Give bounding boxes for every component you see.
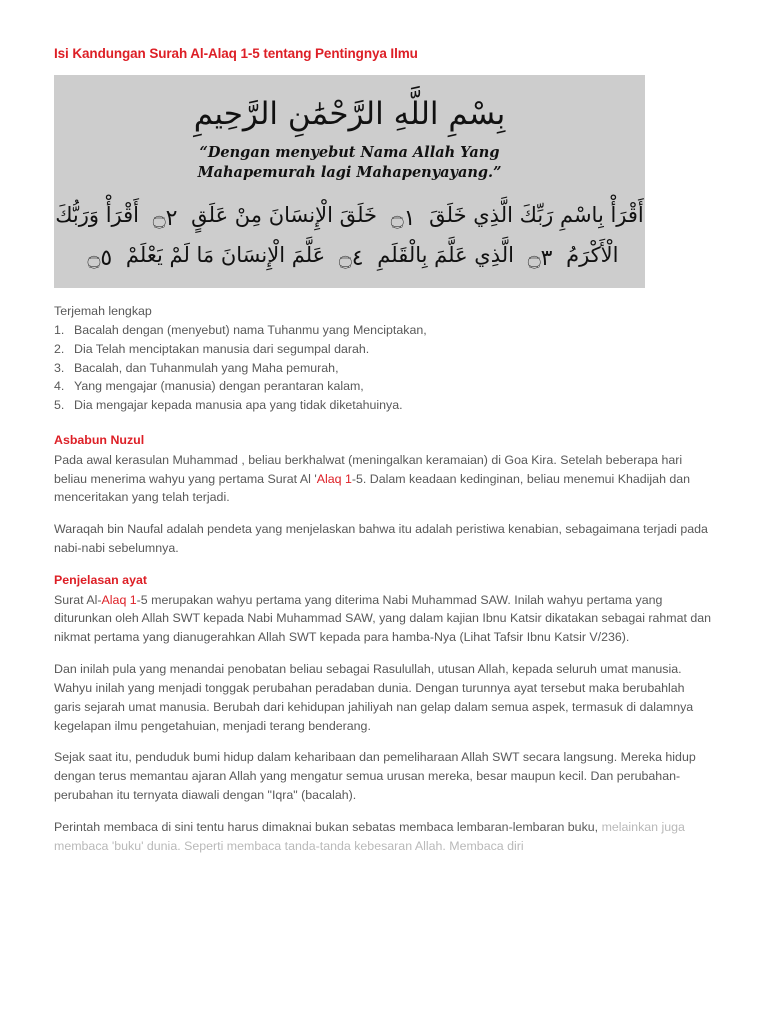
translation-block — [54, 302, 714, 415]
list-item-number: 2. — [54, 341, 65, 356]
list-item-label: Dia mengajar kepada manusia apa yang tidak diketahuinya. — [74, 398, 403, 413]
ayat-1-arabic: أَقْرَأْ بِاسْمِ رَبِّكَ الَّذِي خَلَقَ — [429, 202, 644, 227]
list-item — [54, 377, 714, 396]
page-title: Isi Kandungan Surah Al-Alaq 1-5 tentang Pentingnya Ilmu — [54, 46, 418, 61]
penjelasan-p1-highlight: Alaq 1 — [101, 592, 137, 607]
verse-number-2-icon: ۝٢ — [152, 205, 178, 231]
asbabun-nuzul-p1-highlight: Alaq 1 — [316, 471, 352, 486]
ayat-5-arabic: عَلَّمَ الْإِنسَانَ مَا لَمْ يَعْلَمْ — [125, 243, 326, 268]
penjelasan-p1-after: -5 merupakan wahyu pertama yang diterima Nabi Muhammad SAW. Inilah wahyu pertama yang diturunkan oleh Allah SWT kepada Nabi Muhammad SAW, yang dalam kajian Ibnu Katsir dikatakan sebagai rahmat dan nikmat pertama yang dianugerahkan Allah SWT kepada para hamba-Nya (Lihat Tafsir Ibnu Katsir V/236). — [54, 592, 712, 645]
asbabun-nuzul-paragraph-1 — [54, 451, 714, 508]
list-item — [54, 359, 714, 378]
asbabun-nuzul-p1-before: Pada awal kerasulan Muhammad , beliau berkhalwat (meningalkan keramaian) di Goa Kira. Setelah beberapa hari beliau menerima wahyu yang pertama Surat Al ' — [54, 452, 683, 486]
list-item-number: 3. — [54, 360, 65, 375]
penjelasan-p4-line-2: melainkan juga membaca 'buku' dunia. Seperti membaca tanda-tanda kebesaran Allah. Membaca diri — [54, 819, 685, 853]
list-item — [54, 396, 714, 415]
asbabun-nuzul-paragraph-2: Waraqah bin Naufal adalah pendeta yang menjelaskan bahwa itu adalah peristiwa kenabian, sebagaimana terjadi pada nabi-nabi sebelumnya. — [54, 522, 708, 556]
list-item-label: Bacalah, dan Tuhanmulah yang Maha pemurah, — [74, 360, 339, 375]
list-item-label: Bacalah dengan (menyebut) nama Tuhanmu yang Menciptakan, — [74, 322, 427, 337]
penjelasan-ayat-paragraph-1 — [54, 591, 714, 648]
basmalah-arabic-text: بِسْمِ اللَّهِ الرَّحْمَٰنِ الرَّحِيمِ — [193, 95, 506, 132]
penjelasan-p4-line-1: Perintah membaca di sini tentu harus dimaknai bukan sebatas membaca lembaran-lembaran buku, — [54, 819, 599, 834]
verse-number-3-icon: ۝٣ — [527, 246, 553, 272]
ayat-3-arabic-part2: الْأَكْرَمُ — [566, 243, 619, 268]
ayat-3-arabic-part1: أَقْرَأْ وَرَبُّكَ — [55, 202, 140, 227]
list-item-label: Yang mengajar (manusia) dengan perantaran kalam, — [74, 379, 364, 394]
penjelasan-p1-before: Surat Al- — [54, 592, 102, 607]
verse-number-5-icon: ۝٥ — [87, 246, 113, 272]
section-heading-asbabun-nuzul: Asbabun Nuzul — [54, 433, 145, 448]
ayat-line-2 — [54, 237, 645, 274]
basmalah-translation-text: “Dengan menyebut Nama Allah Yang Mahapemurah lagi Mahapenyayang.” — [197, 144, 502, 181]
list-item-number: 4. — [54, 379, 65, 394]
list-item-number: 5. — [54, 398, 65, 413]
list-item — [54, 340, 714, 359]
ayat-2-arabic: خَلَقَ الْإِنسَانَ مِنْ عَلَقٍ — [191, 202, 378, 227]
verse-number-1-icon: ۝١ — [390, 205, 416, 231]
penjelasan-ayat-paragraph-4 — [54, 818, 714, 856]
penjelasan-ayat-paragraph-3: Sejak saat itu, penduduk bumi hidup dalam keharibaan dan pemeliharaan Allah SWT secara langsung. Mereka hidup dengan terus memantau ajaran Allah yang mengatur semua urusan mereka, besar maupun kecil. Dan perubahan-perubahan itu ternyata diawali dengan "Iqra" (bacalah). — [54, 750, 696, 803]
asbabun-nuzul-p1-after: -5. Dalam keadaan kedinginan, beliau menemui Khadijah dan menceritakan yang telah terjadi. — [54, 471, 691, 505]
list-item — [54, 321, 714, 340]
quran-figure-image — [54, 75, 645, 288]
translation-list — [54, 321, 714, 415]
section-heading-penjelasan-ayat: Penjelasan ayat — [54, 572, 147, 587]
translation-lead-label: Terjemah lengkap — [54, 304, 152, 318]
ayat-4-arabic: الَّذِي عَلَّمَ بِالْقَلَمِ — [377, 243, 514, 268]
penjelasan-ayat-paragraph-2: Dan inilah pula yang menandai penobatan beliau sebagai Rasulullah, utusan Allah, kepada seluruh umat manusia. Wahyu inilah yang menjadi tonggak perubahan peradaban dunia. Dengan turunnya ayat tersebut maka berubahlah garis sejarah umat manusia. Berubah dari kehidupan jahiliyah nan gelap dalam semua aspek, termasuk di dalamnya kegelapan ilmu pengetahuian, menjadi terang benderang. — [54, 662, 694, 733]
verse-number-4-icon: ۝٤ — [338, 246, 364, 272]
document-content — [54, 46, 714, 856]
ayat-line-1 — [54, 197, 645, 234]
list-item-number: 1. — [54, 322, 65, 337]
list-item-label: Dia Telah menciptakan manusia dari segumpal darah. — [74, 341, 370, 356]
